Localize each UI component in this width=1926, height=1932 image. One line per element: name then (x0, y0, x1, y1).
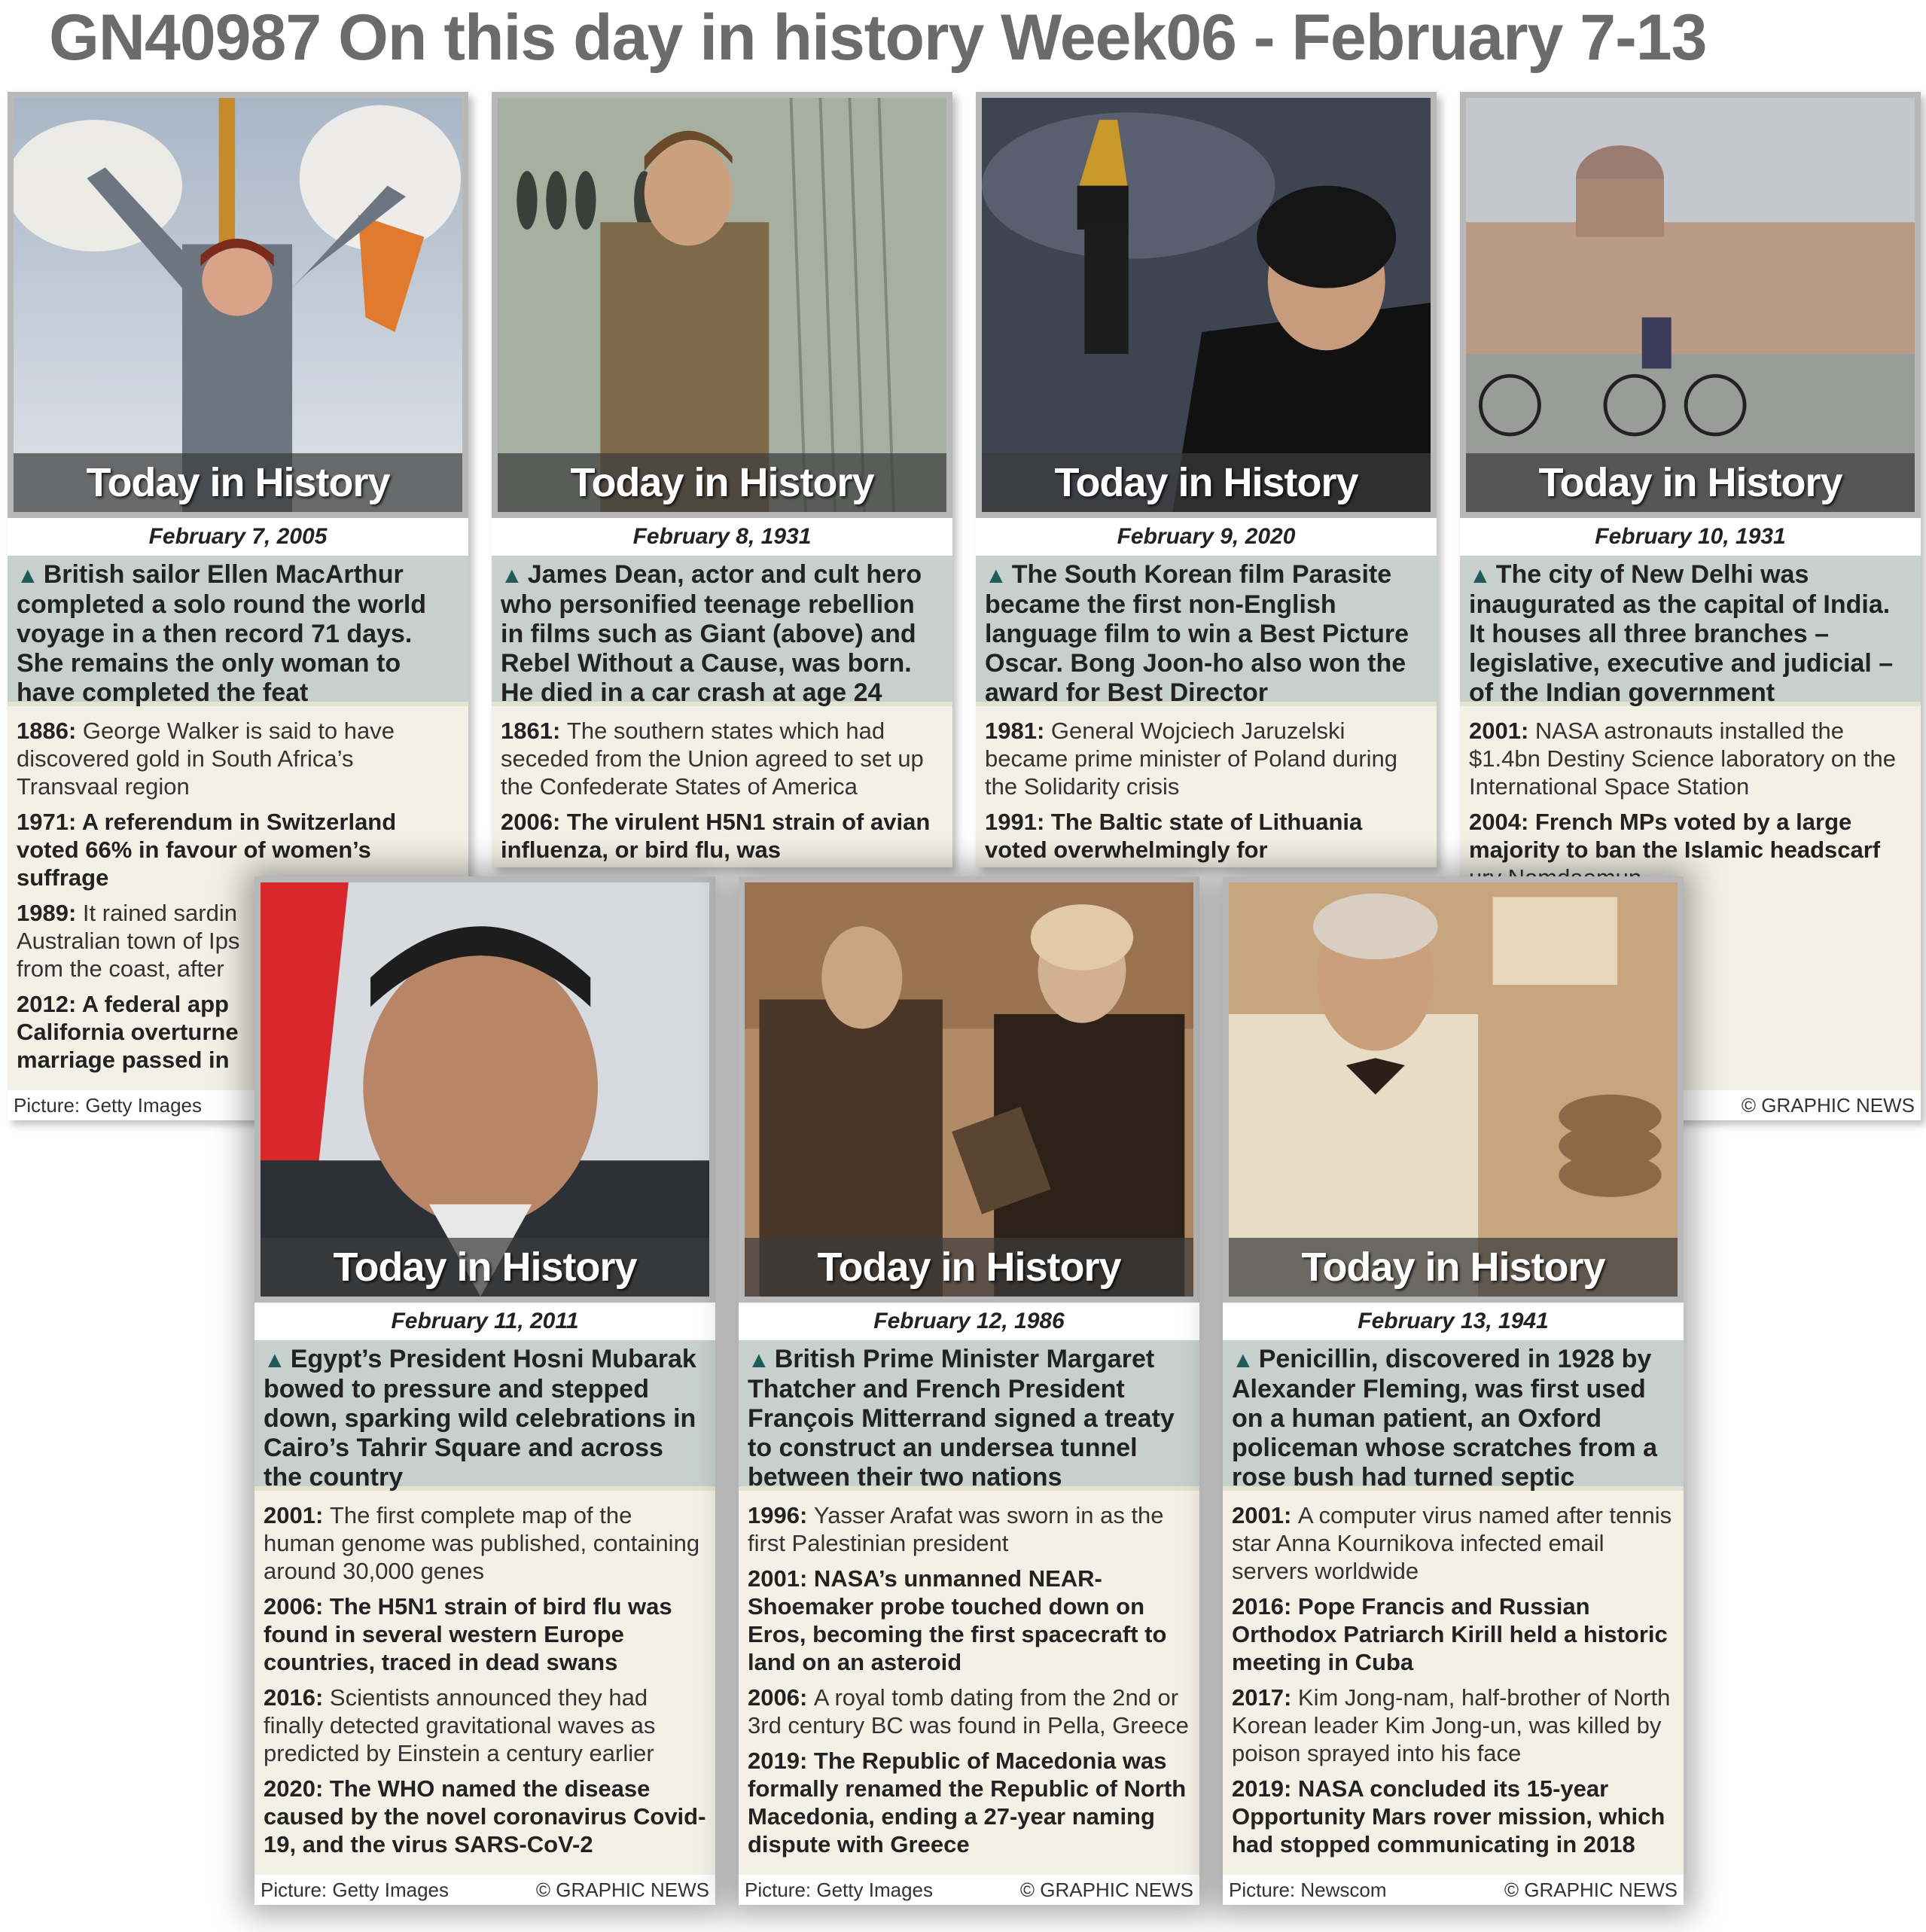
events-list (492, 711, 952, 877)
triangle-icon: ▲ (264, 1348, 286, 1373)
event-item (264, 1775, 706, 1858)
event-year: 2004: (1469, 809, 1535, 835)
event-year: 1996: (748, 1502, 814, 1528)
event-year: 1886: (17, 718, 83, 744)
event-text: A referendum in Switzerland voted 66% in favour of women’s suffrage (17, 809, 397, 891)
history-card-feb-8 (492, 92, 952, 867)
event-year: 2016: (1232, 1593, 1298, 1620)
event-year: 2001: (264, 1502, 330, 1528)
picture-credit: Picture: Getty Images (745, 1879, 933, 1901)
event-item (748, 1747, 1190, 1858)
card-headline: ▲ The city of New Delhi was inaugurated as the capital of India. It houses all three branches – legislative, executive and judicial – of the Indian government (1460, 556, 1921, 706)
today-in-history-banner: Today in History (745, 1238, 1193, 1297)
event-text: The southern states which had seceded from the Union agreed to set up the Confederate States of America (501, 718, 924, 800)
event-text: marriage passed in (17, 1047, 230, 1073)
photo-new-delhi (1460, 92, 1921, 518)
event-year: 2019: (1232, 1775, 1298, 1802)
event-text: Scientists announced they had finally detected gravitational waves as predicted by Einstein a century earlier (264, 1684, 656, 1766)
event-text: Kim Jong-nam, half-brother of North Korean leader Kim Jong-un, was killed by poison sprayed into his face (1232, 1684, 1671, 1766)
card-headline: ▲ Egypt’s President Hosni Mubarak bowed to pressure and stepped down, sparking wild celebrations in Cairo’s Tahrir Square and across the country (254, 1340, 715, 1491)
event-year: 2001: (1232, 1502, 1298, 1528)
card-footer (739, 1875, 1199, 1905)
event-year: 1981: (985, 718, 1051, 744)
event-year: 1861: (501, 718, 567, 744)
event-year: 2006: (264, 1593, 330, 1620)
event-text: A royal tomb dating from the 2nd or 3rd century BC was found in Pella, Greece (748, 1684, 1189, 1738)
card-date: February 12, 1986 (739, 1303, 1199, 1340)
card-date: February 10, 1931 (1460, 518, 1921, 556)
triangle-icon: ▲ (17, 563, 39, 588)
events-list (254, 1495, 715, 1872)
event-year: 2016: (264, 1684, 330, 1711)
event-year: 2006: (748, 1684, 814, 1711)
event-item (17, 717, 459, 800)
copyright: © GRAPHIC NEWS (1741, 1094, 1915, 1117)
event-text: from the coast, after (17, 955, 224, 982)
event-text: A federal app (81, 991, 229, 1017)
event-year: 2012: (17, 991, 82, 1017)
event-text: Australian town of Ips (17, 928, 240, 954)
card-date: February 8, 1931 (492, 518, 952, 556)
event-text: NASA astronauts installed the $1.4bn Destiny Science laboratory on the International Space Station (1469, 718, 1896, 800)
triangle-icon: ▲ (1469, 563, 1492, 588)
event-year: 2006: (501, 809, 567, 835)
event-text: The WHO named the disease caused by the novel coronavirus Covid-19, and the virus SARS-CoV-2 (264, 1775, 706, 1857)
photo-mubarak (254, 876, 715, 1303)
picture-credit: Picture: Newscom (1229, 1879, 1387, 1901)
event-year: 2001: (1469, 718, 1535, 744)
event-text: NASA’s unmanned NEAR-Shoemaker probe touched down on Eros, becoming the first spacecraft to land on an asteroid (748, 1565, 1167, 1675)
event-text: Pope Francis and Russian Orthodox Patriarch Kirill held a historic meeting in Cuba (1232, 1593, 1668, 1675)
events-list (976, 711, 1437, 877)
events-list (1223, 1495, 1684, 1872)
today-in-history-banner: Today in History (14, 453, 462, 512)
event-text: California overturne (17, 1019, 239, 1045)
history-card-feb-9 (976, 92, 1437, 867)
page-title: GN40987 On this day in history Week06 - February 7-13 (49, 2, 1707, 74)
copyright: © GRAPHIC NEWS (1504, 1879, 1678, 1901)
history-card-feb-13 (1223, 876, 1684, 1905)
card-headline: ▲ British sailor Ellen MacArthur completed a solo round the world voyage in a then record 71 days. She remains the only woman to have completed the feat (8, 556, 468, 706)
triangle-icon: ▲ (1232, 1348, 1254, 1373)
event-item (748, 1501, 1190, 1557)
events-list (739, 1495, 1199, 1872)
event-text: The virulent H5N1 strain of avian influenza, or bird flu, was (501, 809, 931, 863)
today-in-history-banner: Today in History (1229, 1238, 1678, 1297)
event-item (264, 1501, 706, 1585)
event-item (264, 1592, 706, 1676)
event-year: 1991: (985, 809, 1051, 835)
event-item (1232, 1684, 1675, 1767)
copyright: © GRAPHIC NEWS (535, 1879, 709, 1901)
event-text: The Republic of Macedonia was formally renamed the Republic of North Macedonia, ending a 27-year naming dispute with Greece (748, 1748, 1187, 1857)
today-in-history-banner: Today in History (261, 1238, 709, 1297)
history-card-feb-12 (739, 876, 1199, 1905)
copyright: © GRAPHIC NEWS (1019, 1879, 1193, 1901)
event-text: Yasser Arafat was sworn in as the first Palestinian president (748, 1502, 1164, 1556)
event-item (501, 808, 943, 864)
card-headline: ▲ Penicillin, discovered in 1928 by Alexander Fleming, was first used on a human patient, an Oxford policeman whose scratches from a rose bush had turned septic (1223, 1340, 1684, 1491)
event-year: 1989: (17, 900, 83, 926)
event-item (1232, 1775, 1675, 1858)
event-item (1469, 717, 1912, 800)
event-text: NASA concluded its 15-year Opportunity Mars rover mission, which had stopped communicating in 2018 (1232, 1775, 1665, 1857)
photo-thatcher-mitterrand (739, 876, 1199, 1303)
photo-bong-joon-ho (976, 92, 1437, 518)
event-text: George Walker is said to have discovered gold in South Africa’s Transvaal region (17, 718, 395, 800)
picture-credit: Picture: Getty Images (261, 1879, 449, 1901)
event-text: It rained sardin (82, 900, 237, 926)
event-text: The H5N1 strain of bird flu was found in several western Europe countries, traced in dead swans (264, 1593, 672, 1675)
photo-sailor (8, 92, 468, 518)
card-date: February 7, 2005 (8, 518, 468, 556)
event-year: 2020: (264, 1775, 330, 1802)
event-year: 2001: (748, 1565, 814, 1592)
event-item (748, 1565, 1190, 1676)
event-year: 1971: (17, 809, 82, 835)
today-in-history-banner: Today in History (498, 453, 946, 512)
event-item (501, 717, 943, 800)
card-footer (1223, 1875, 1684, 1905)
triangle-icon: ▲ (748, 1348, 770, 1373)
history-card-feb-11 (254, 876, 715, 1905)
card-date: February 11, 2011 (254, 1303, 715, 1340)
event-item (985, 717, 1428, 800)
event-text: General Wojciech Jaruzelski became prime minister of Poland during the Solidarity crisis (985, 718, 1397, 800)
event-item (1469, 808, 1912, 864)
card-date: February 13, 1941 (1223, 1303, 1684, 1340)
event-item (264, 1684, 706, 1767)
event-item (985, 808, 1428, 864)
photo-james-dean (492, 92, 952, 518)
card-headline: ▲ British Prime Minister Margaret Thatcher and French President François Mitterrand signed a treaty to construct an undersea tunnel between their two nations (739, 1340, 1199, 1491)
triangle-icon: ▲ (985, 563, 1007, 588)
card-date: February 9, 2020 (976, 518, 1437, 556)
card-headline: ▲ James Dean, actor and cult hero who personified teenage rebellion in films such as Giant (above) and Rebel Without a Cause, was born. He died in a car crash at age 24 (492, 556, 952, 706)
event-text: The Baltic state of Lithuania voted overwhelmingly for (985, 809, 1363, 863)
event-item (748, 1684, 1190, 1739)
photo-alexander-fleming (1223, 876, 1684, 1303)
event-year: 2019: (748, 1748, 814, 1774)
event-text: French MPs voted by a large majority to ban the Islamic headscarf (1469, 809, 1881, 863)
today-in-history-banner: Today in History (982, 453, 1431, 512)
event-text: The first complete map of the human genome was published, containing around 30,000 genes (264, 1502, 700, 1584)
event-item (1232, 1501, 1675, 1585)
card-footer (254, 1875, 715, 1905)
event-item (1232, 1592, 1675, 1676)
picture-credit: Picture: Getty Images (14, 1094, 202, 1117)
event-year: 2017: (1232, 1684, 1298, 1711)
card-headline: ▲ The South Korean film Parasite became the first non-English language film to win a Best Picture Oscar. Bong Joon-ho also won the award for Best Director (976, 556, 1437, 706)
today-in-history-banner: Today in History (1466, 453, 1915, 512)
triangle-icon: ▲ (501, 563, 523, 588)
event-text: A computer virus named after tennis star Anna Kournikova infected email servers worldwide (1232, 1502, 1672, 1584)
